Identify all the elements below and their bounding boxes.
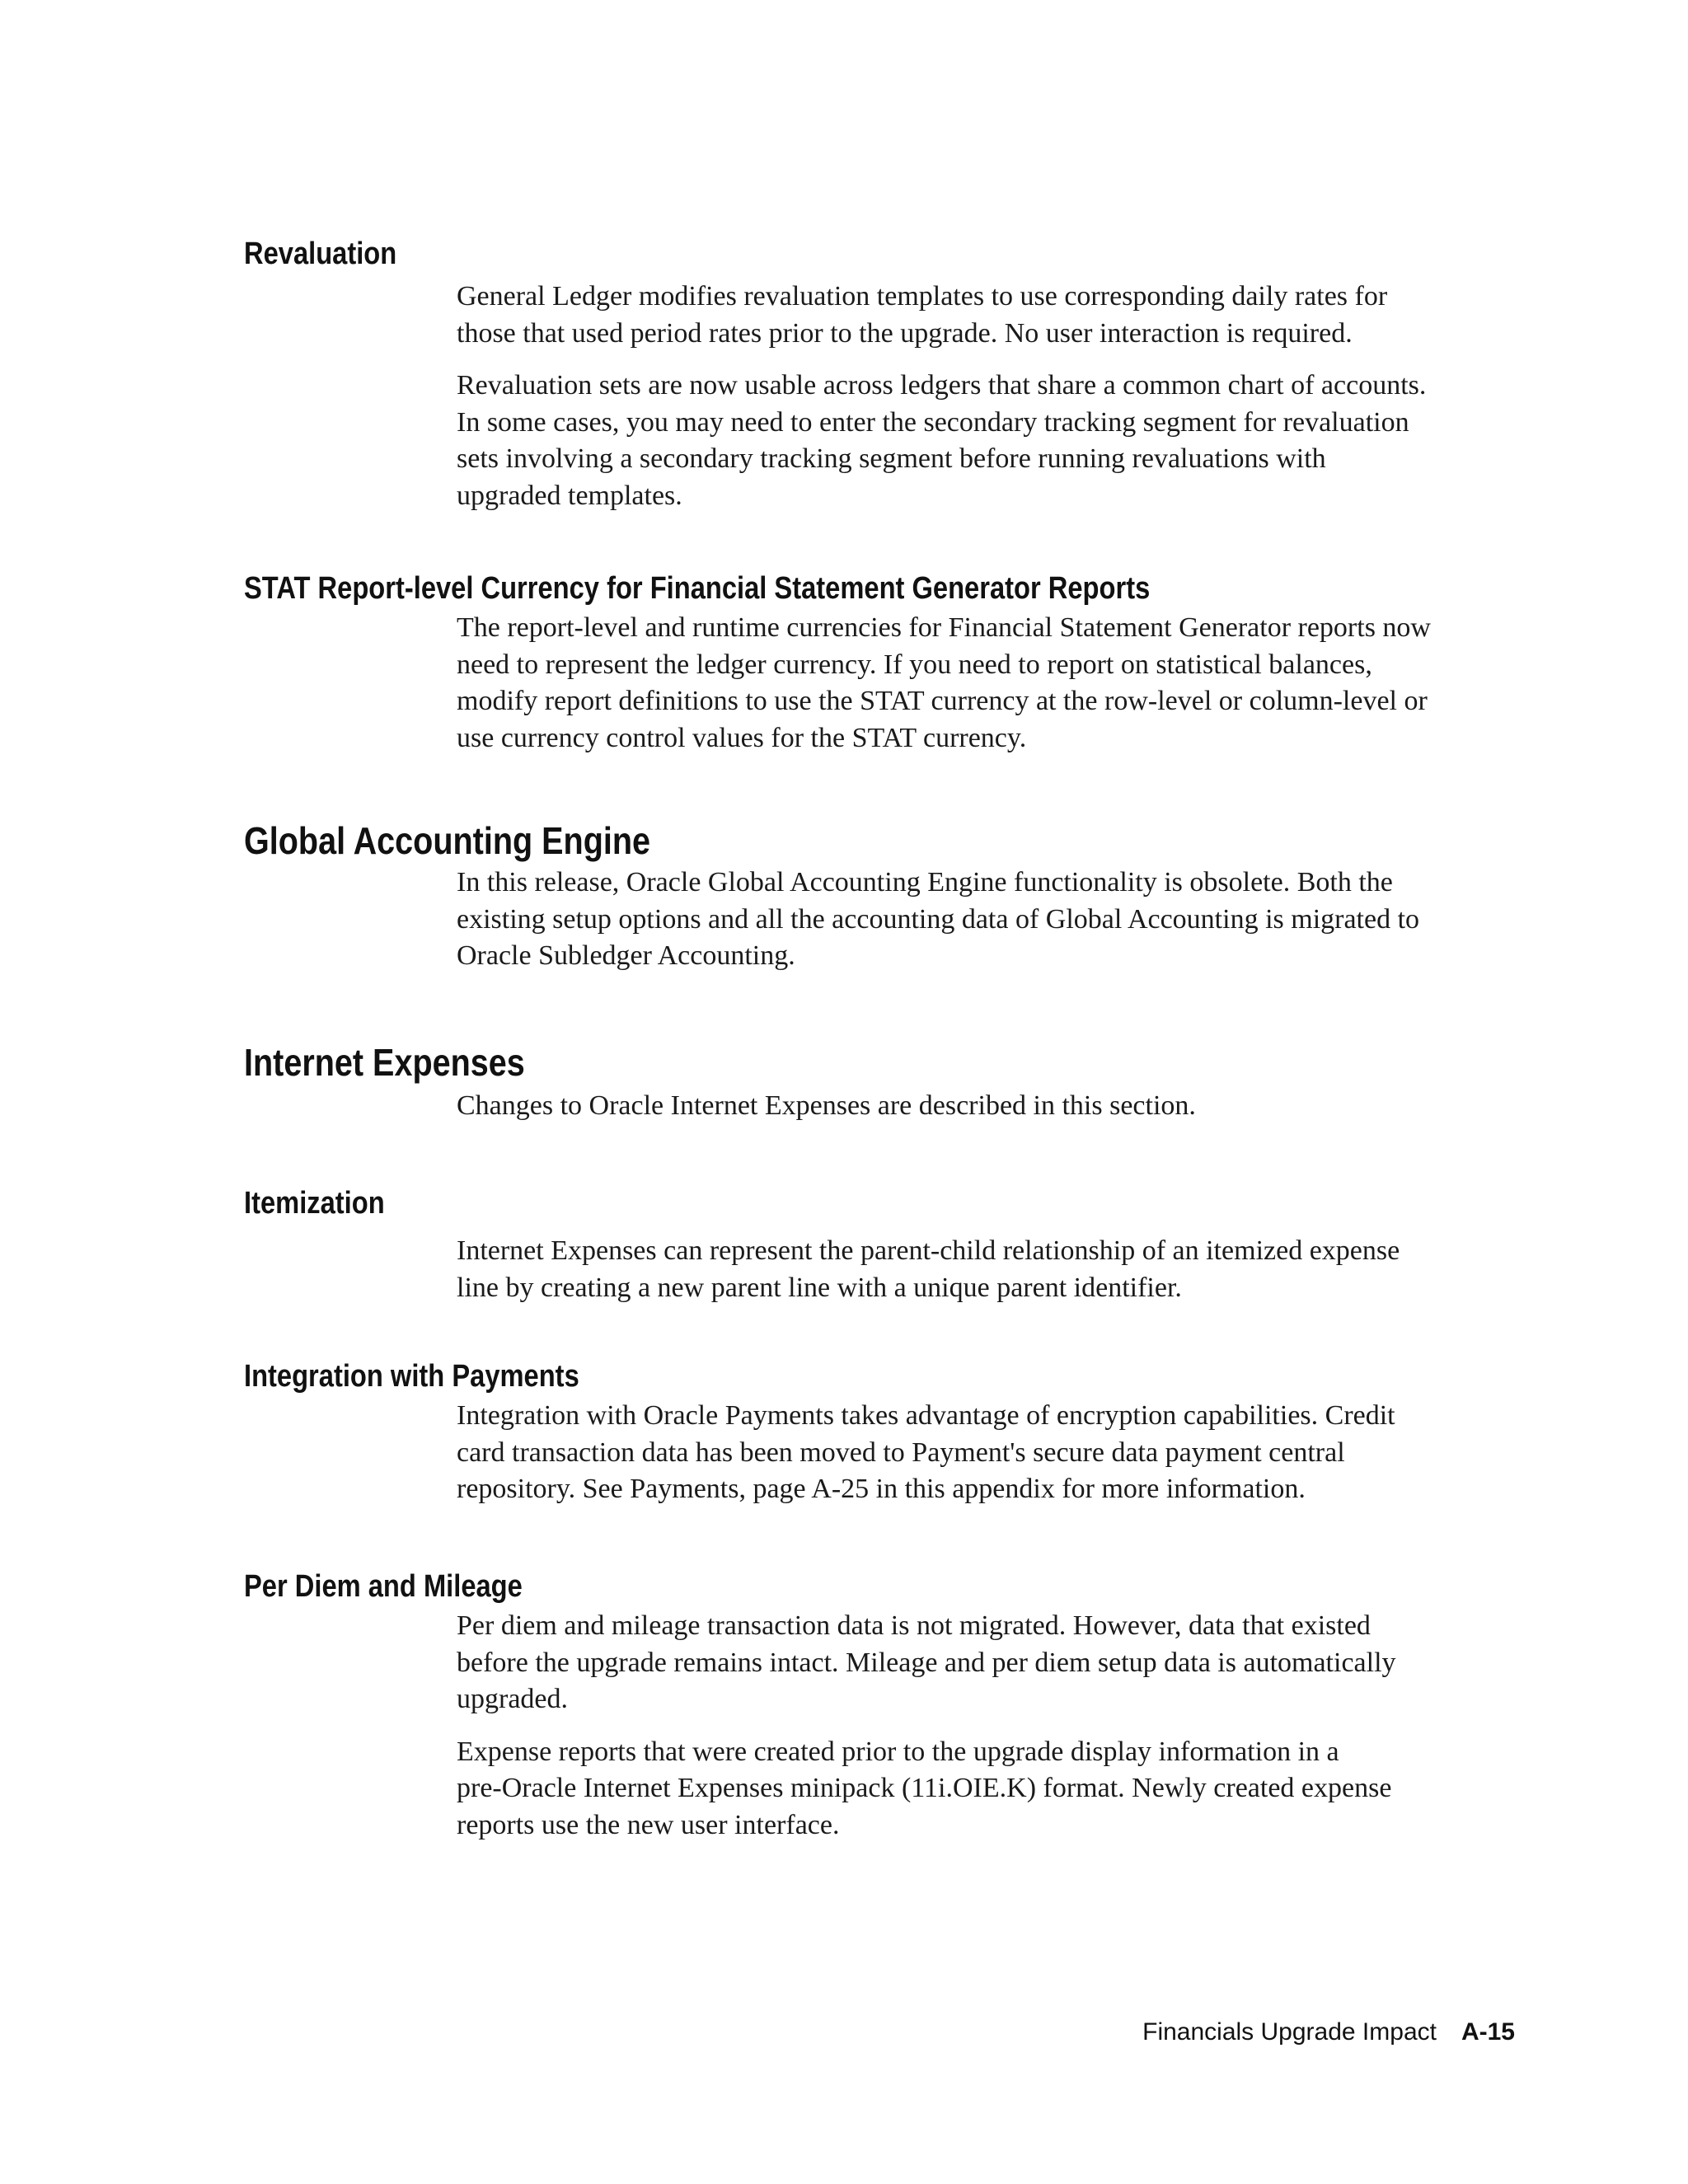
section-body [457,1398,1513,1508]
text-line: Integration with Oracle Payments takes advantage of encryption capabilities. Credit [457,1400,1395,1431]
text-line: Expense reports that were created prior to the upgrade display information in a [457,1736,1339,1767]
paragraph [457,1608,1513,1718]
section-heading: Per Diem and Mileage [244,1569,523,1604]
text-line: use currency control values for the STAT currency. [457,722,1027,753]
text-line: upgraded. [457,1684,569,1714]
section-revaluation [244,236,1513,514]
text-line: Per diem and mileage transaction data is not migrated. However, data that existed [457,1610,1371,1641]
paragraph [457,1734,1513,1844]
section-heading: Itemization [244,1186,385,1221]
page-footer [1142,2018,1515,2047]
paragraph [457,610,1513,757]
section-heading: Integration with Payments [244,1359,579,1394]
text-line: upgraded templates. [457,480,682,511]
text-line: before the upgrade remains intact. Mileage and per diem setup data is automatically [457,1647,1396,1678]
text-line: Oracle Subledger Accounting. [457,940,795,971]
section-body [457,865,1513,975]
text-line: repository. See Payments, page A-25 in this appendix for more information. [457,1474,1306,1504]
section-stat-report-level-currency [244,570,1513,757]
section-body [457,1608,1513,1844]
section-heading: Internet Expenses [244,1041,525,1084]
text-line: those that used period rates prior to the upgrade. No user interaction is required. [457,317,1353,349]
text-line: Internet Expenses can represent the parent-child relationship of an itemized expense [457,1235,1400,1266]
section-itemization [244,1185,1513,1306]
text-line: General Ledger modifies revaluation templates to use corresponding daily rates for [457,281,1388,312]
text-line: In some cases, you may need to enter the secondary tracking segment for revaluation [457,406,1409,438]
section-internet-expenses [244,1040,1513,1125]
text-line: line by creating a new parent line with a unique parent identifier. [457,1272,1182,1303]
text-line: card transaction data has been moved to Payment's secure data payment central [457,1436,1345,1468]
page-number: A-15 [1461,2018,1515,2046]
footer-title: Financials Upgrade Impact [1142,2018,1437,2046]
text-line: reports use the new user interface. [457,1809,840,1840]
section-body [457,610,1513,757]
section-body [457,1088,1513,1125]
text-line: need to represent the ledger currency. If you need to report on statistical balances, [457,649,1372,680]
section-body [457,1233,1513,1306]
text-line: The report-level and runtime currencies for Financial Statement Generator reports now [457,612,1431,643]
paragraph [457,279,1513,352]
section-body [457,279,1513,514]
section-heading: Revaluation [244,237,397,271]
paragraph [457,1233,1513,1306]
paragraph [457,368,1513,514]
text-line: existing setup options and all the accounting data of Global Accounting is migrated to [457,903,1420,935]
text-line: sets involving a secondary tracking segment before running revaluations with [457,443,1326,474]
text-line: In this release, Oracle Global Accounting Engine functionality is obsolete. Both the [457,867,1393,898]
text-line: modify report definitions to use the STAT currency at the row-level or column-level or [457,686,1428,716]
text-line: Revaluation sets are now usable across ledgers that share a common chart of accounts. [457,370,1427,401]
text-line: Changes to Oracle Internet Expenses are described in this section. [457,1090,1196,1121]
text-line: pre-Oracle Internet Expenses minipack (11i.OIE.K) format. Newly created expense [457,1773,1392,1803]
section-heading: Global Accounting Engine [244,819,651,862]
section-integration-with-payments [244,1358,1513,1508]
section-heading: STAT Report-level Currency for Financial Statement Generator Reports [244,571,1151,606]
section-global-accounting-engine [244,818,1513,975]
paragraph [457,1398,1513,1508]
paragraph [457,865,1513,975]
paragraph [457,1088,1513,1125]
section-per-diem-and-mileage [244,1568,1513,1844]
